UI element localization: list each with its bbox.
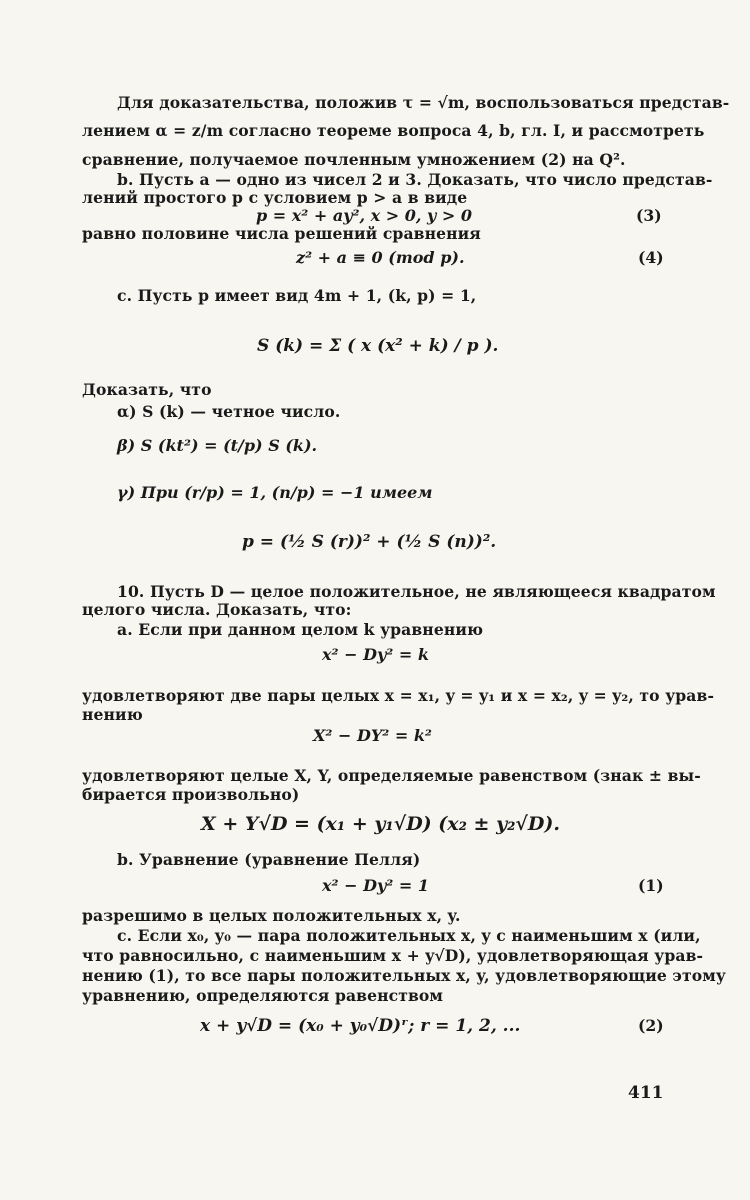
equation: z² + a ≡ 0 (mod p). [296,248,465,267]
equation: p = (½ S (r))² + (½ S (n))². [242,532,497,552]
equation: γ) При (r/p) = 1, (n/p) = −1 имеем [117,483,433,502]
equation: X² − DY² = k² [313,726,432,745]
equation: x + y√D = (x₀ + y₀√D)ʳ; r = 1, 2, ... [200,1016,521,1036]
text-line: 10. Пусть D — целое положительное, не являющееся квадратом [117,582,716,601]
text-line: α) S (k) — четное число. [117,402,341,421]
equation: x² − Dy² = 1 [322,876,429,895]
text-line: целого числа. Доказать, что: [82,600,352,619]
text-line: бирается произвольно) [82,785,300,804]
equation-number: (3) [636,206,662,225]
text-line: Для доказательства, положив τ = √m, воспользоваться представ- [117,93,730,112]
text-line: c. Пусть p имеет вид 4m + 1, (k, p) = 1, [117,286,477,305]
text-line: b. Пусть a — одно из чисел 2 и 3. Доказать, что число представ- [117,170,713,189]
text-line: удовлетворяют две пары целых x = x₁, y = y₁ и x = x₂, y = y₂, то урав- [82,686,715,705]
equation: p = x² + ay², x > 0, y > 0 [256,206,472,225]
text-line: нению (1), то все пары положительных x, y, удовлетворяющие этому [82,966,726,985]
text-line: нению [82,705,143,724]
page-number: 411 [628,1083,664,1103]
equation-number: (4) [638,248,664,267]
text-line: удовлетворяют целые X, Y, определяемые равенством (знак ± вы- [82,766,701,785]
text-line: разрешимо в целых положительных x, y. [82,906,461,925]
equation-number: (1) [638,876,664,895]
text-line: лением α = z/m согласно теореме вопроса 4, b, гл. I, и рассмотреть [82,121,705,140]
text-line: уравнению, определяются равенством [82,986,444,1005]
text-line: лений простого p с условием p > a в виде [82,188,468,207]
text-line: что равносильно, с наименьшим x + y√D), удовлетворяющая урав- [82,946,704,965]
text-line: a. Если при данном целом k уравнению [117,620,484,639]
equation: x² − Dy² = k [322,645,429,664]
text-line: равно половине числа решений сравнения [82,224,481,243]
equation: X + Y√D = (x₁ + y₁√D) (x₂ ± y₂√D). [201,813,561,835]
text-line: c. Если x₀, y₀ — пара положительных x, y с наименьшим x (или, [117,926,701,945]
text-line: сравнение, получаемое почленным умножением (2) на Q². [82,150,626,169]
text-line: b. Уравнение (уравнение Пелля) [117,850,421,869]
equation-number: (2) [638,1016,664,1035]
equation: β) S (kt²) = (t/p) S (k). [117,436,318,455]
text-line: Доказать, что [82,380,212,399]
equation: S (k) = Σ ( x (x² + k) / p ). [257,336,499,356]
